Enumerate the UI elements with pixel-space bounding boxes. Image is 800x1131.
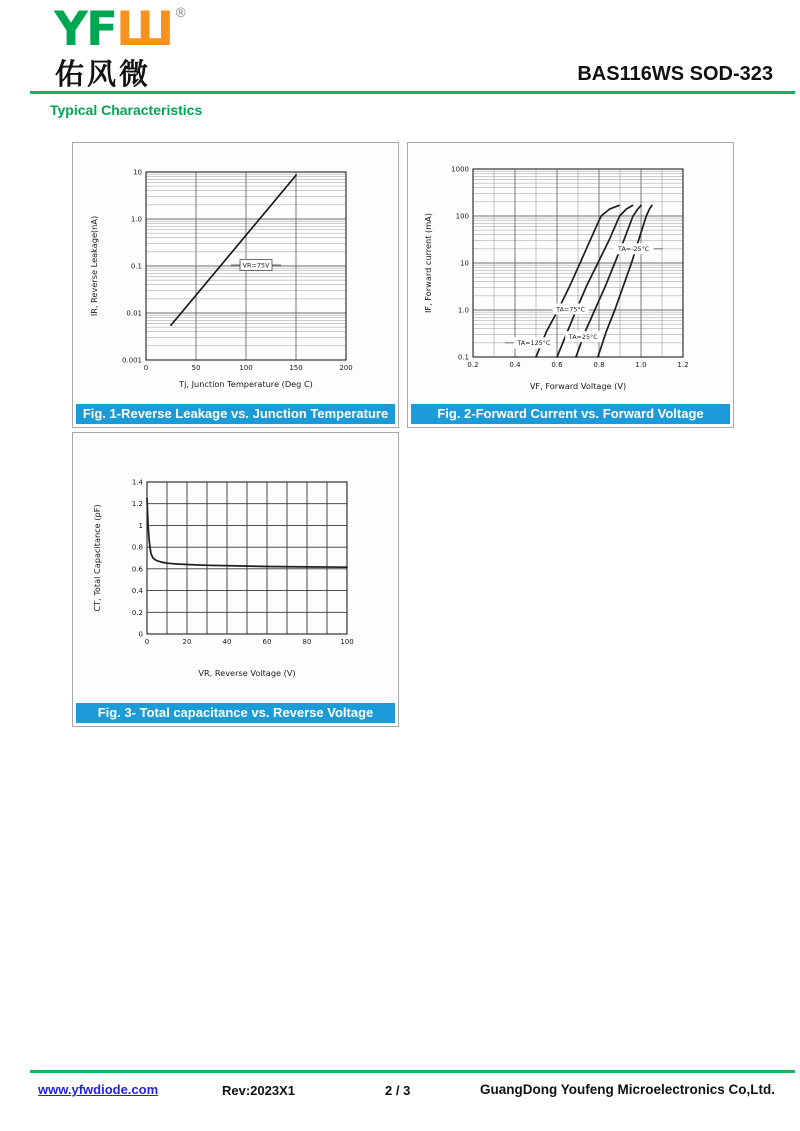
svg-text:0.8: 0.8 xyxy=(131,543,143,552)
svg-text:1.0: 1.0 xyxy=(635,361,647,369)
svg-text:1: 1 xyxy=(138,521,143,530)
svg-text:CT, Total Capacitance (pF): CT, Total Capacitance (pF) xyxy=(92,504,102,612)
svg-text:200: 200 xyxy=(339,364,353,372)
fig3-capacitance-chart xyxy=(73,433,398,700)
page-number: 2 / 3 xyxy=(385,1083,411,1098)
svg-text:TA=125°C: TA=125°C xyxy=(517,339,551,348)
svg-text:1.0: 1.0 xyxy=(130,215,142,224)
svg-text:1.0: 1.0 xyxy=(457,306,469,315)
svg-text:0.4: 0.4 xyxy=(509,361,521,369)
svg-text:20: 20 xyxy=(182,638,192,646)
figure-1-box xyxy=(72,142,399,428)
svg-text:1000: 1000 xyxy=(451,165,469,174)
header-divider xyxy=(30,91,795,94)
svg-text:0.001: 0.001 xyxy=(121,356,142,365)
figure-1-caption: Fig. 1-Reverse Leakage vs. Junction Temperature xyxy=(76,404,395,424)
footer-divider xyxy=(30,1070,795,1073)
svg-text:0.1: 0.1 xyxy=(130,262,142,271)
figure-3-caption: Fig. 3- Total capacitance vs. Reverse Voltage xyxy=(76,703,395,723)
company-name: GuangDong Youfeng Microelectronics Co,Ltd. xyxy=(479,1082,775,1097)
svg-text:VR=75V: VR=75V xyxy=(242,261,270,270)
website-link[interactable]: www.yfwdiode.com xyxy=(38,1082,159,1097)
svg-text:0.2: 0.2 xyxy=(467,361,479,369)
svg-text:VF, Forward Voltage (V): VF, Forward Voltage (V) xyxy=(529,381,627,391)
svg-text:150: 150 xyxy=(289,364,303,372)
svg-text:0.8: 0.8 xyxy=(593,361,605,369)
svg-text:0.4: 0.4 xyxy=(131,587,143,596)
svg-text:0: 0 xyxy=(143,364,149,372)
page-title: BAS116WS SOD-323 xyxy=(577,63,773,85)
svg-text:100: 100 xyxy=(239,364,253,372)
svg-text:TA=25°C: TA=25°C xyxy=(568,333,598,342)
svg-text:TA=-25°C: TA=-25°C xyxy=(618,245,650,254)
svg-text:0: 0 xyxy=(144,638,150,646)
figure-2-caption: Fig. 2-Forward Current vs. Forward Voltage xyxy=(411,404,730,424)
brand-logo xyxy=(54,2,188,57)
brand-chinese-name: 佑风微 xyxy=(55,59,152,91)
svg-text:0.1: 0.1 xyxy=(457,353,469,362)
svg-text:10: 10 xyxy=(133,168,142,177)
svg-text:Tj, Junction Temperature (Deg: Tj, Junction Temperature (Deg C) xyxy=(179,379,313,389)
section-heading: Typical Characteristics xyxy=(50,102,203,118)
svg-text:40: 40 xyxy=(222,638,232,646)
logo-text-green: YF xyxy=(54,2,117,57)
svg-text:0.01: 0.01 xyxy=(126,309,142,318)
svg-text:1.2: 1.2 xyxy=(677,361,689,369)
svg-text:0.6: 0.6 xyxy=(131,565,143,574)
figure-3-box xyxy=(72,432,399,727)
svg-text:IR, Reverse Leakage(nA): IR, Reverse Leakage(nA) xyxy=(89,215,99,317)
figure-2-box xyxy=(407,142,734,428)
svg-text:10: 10 xyxy=(460,259,469,268)
svg-text:100: 100 xyxy=(340,638,354,646)
svg-text:60: 60 xyxy=(262,638,272,646)
svg-text:0.6: 0.6 xyxy=(551,361,563,369)
svg-text:50: 50 xyxy=(191,364,201,372)
svg-text:80: 80 xyxy=(302,638,312,646)
svg-text:1.2: 1.2 xyxy=(131,500,143,509)
logo-text-orange: Ш xyxy=(116,2,173,57)
fig1-reverse-leakage-chart xyxy=(73,143,398,401)
svg-text:0: 0 xyxy=(138,630,143,639)
fig2-forward-current-chart xyxy=(408,143,733,401)
svg-text:100: 100 xyxy=(455,212,469,221)
revision-label: Rev:2023X1 xyxy=(222,1083,295,1098)
svg-text:1.4: 1.4 xyxy=(131,478,143,487)
svg-text:TA=75°C: TA=75°C xyxy=(556,305,586,314)
svg-text:VR, Reverse Voltage (V): VR, Reverse Voltage (V) xyxy=(198,668,296,678)
registered-trademark-icon: ® xyxy=(174,6,188,21)
svg-text:IF, Forward current (mA): IF, Forward current (mA) xyxy=(423,213,433,313)
svg-text:0.2: 0.2 xyxy=(131,608,143,617)
